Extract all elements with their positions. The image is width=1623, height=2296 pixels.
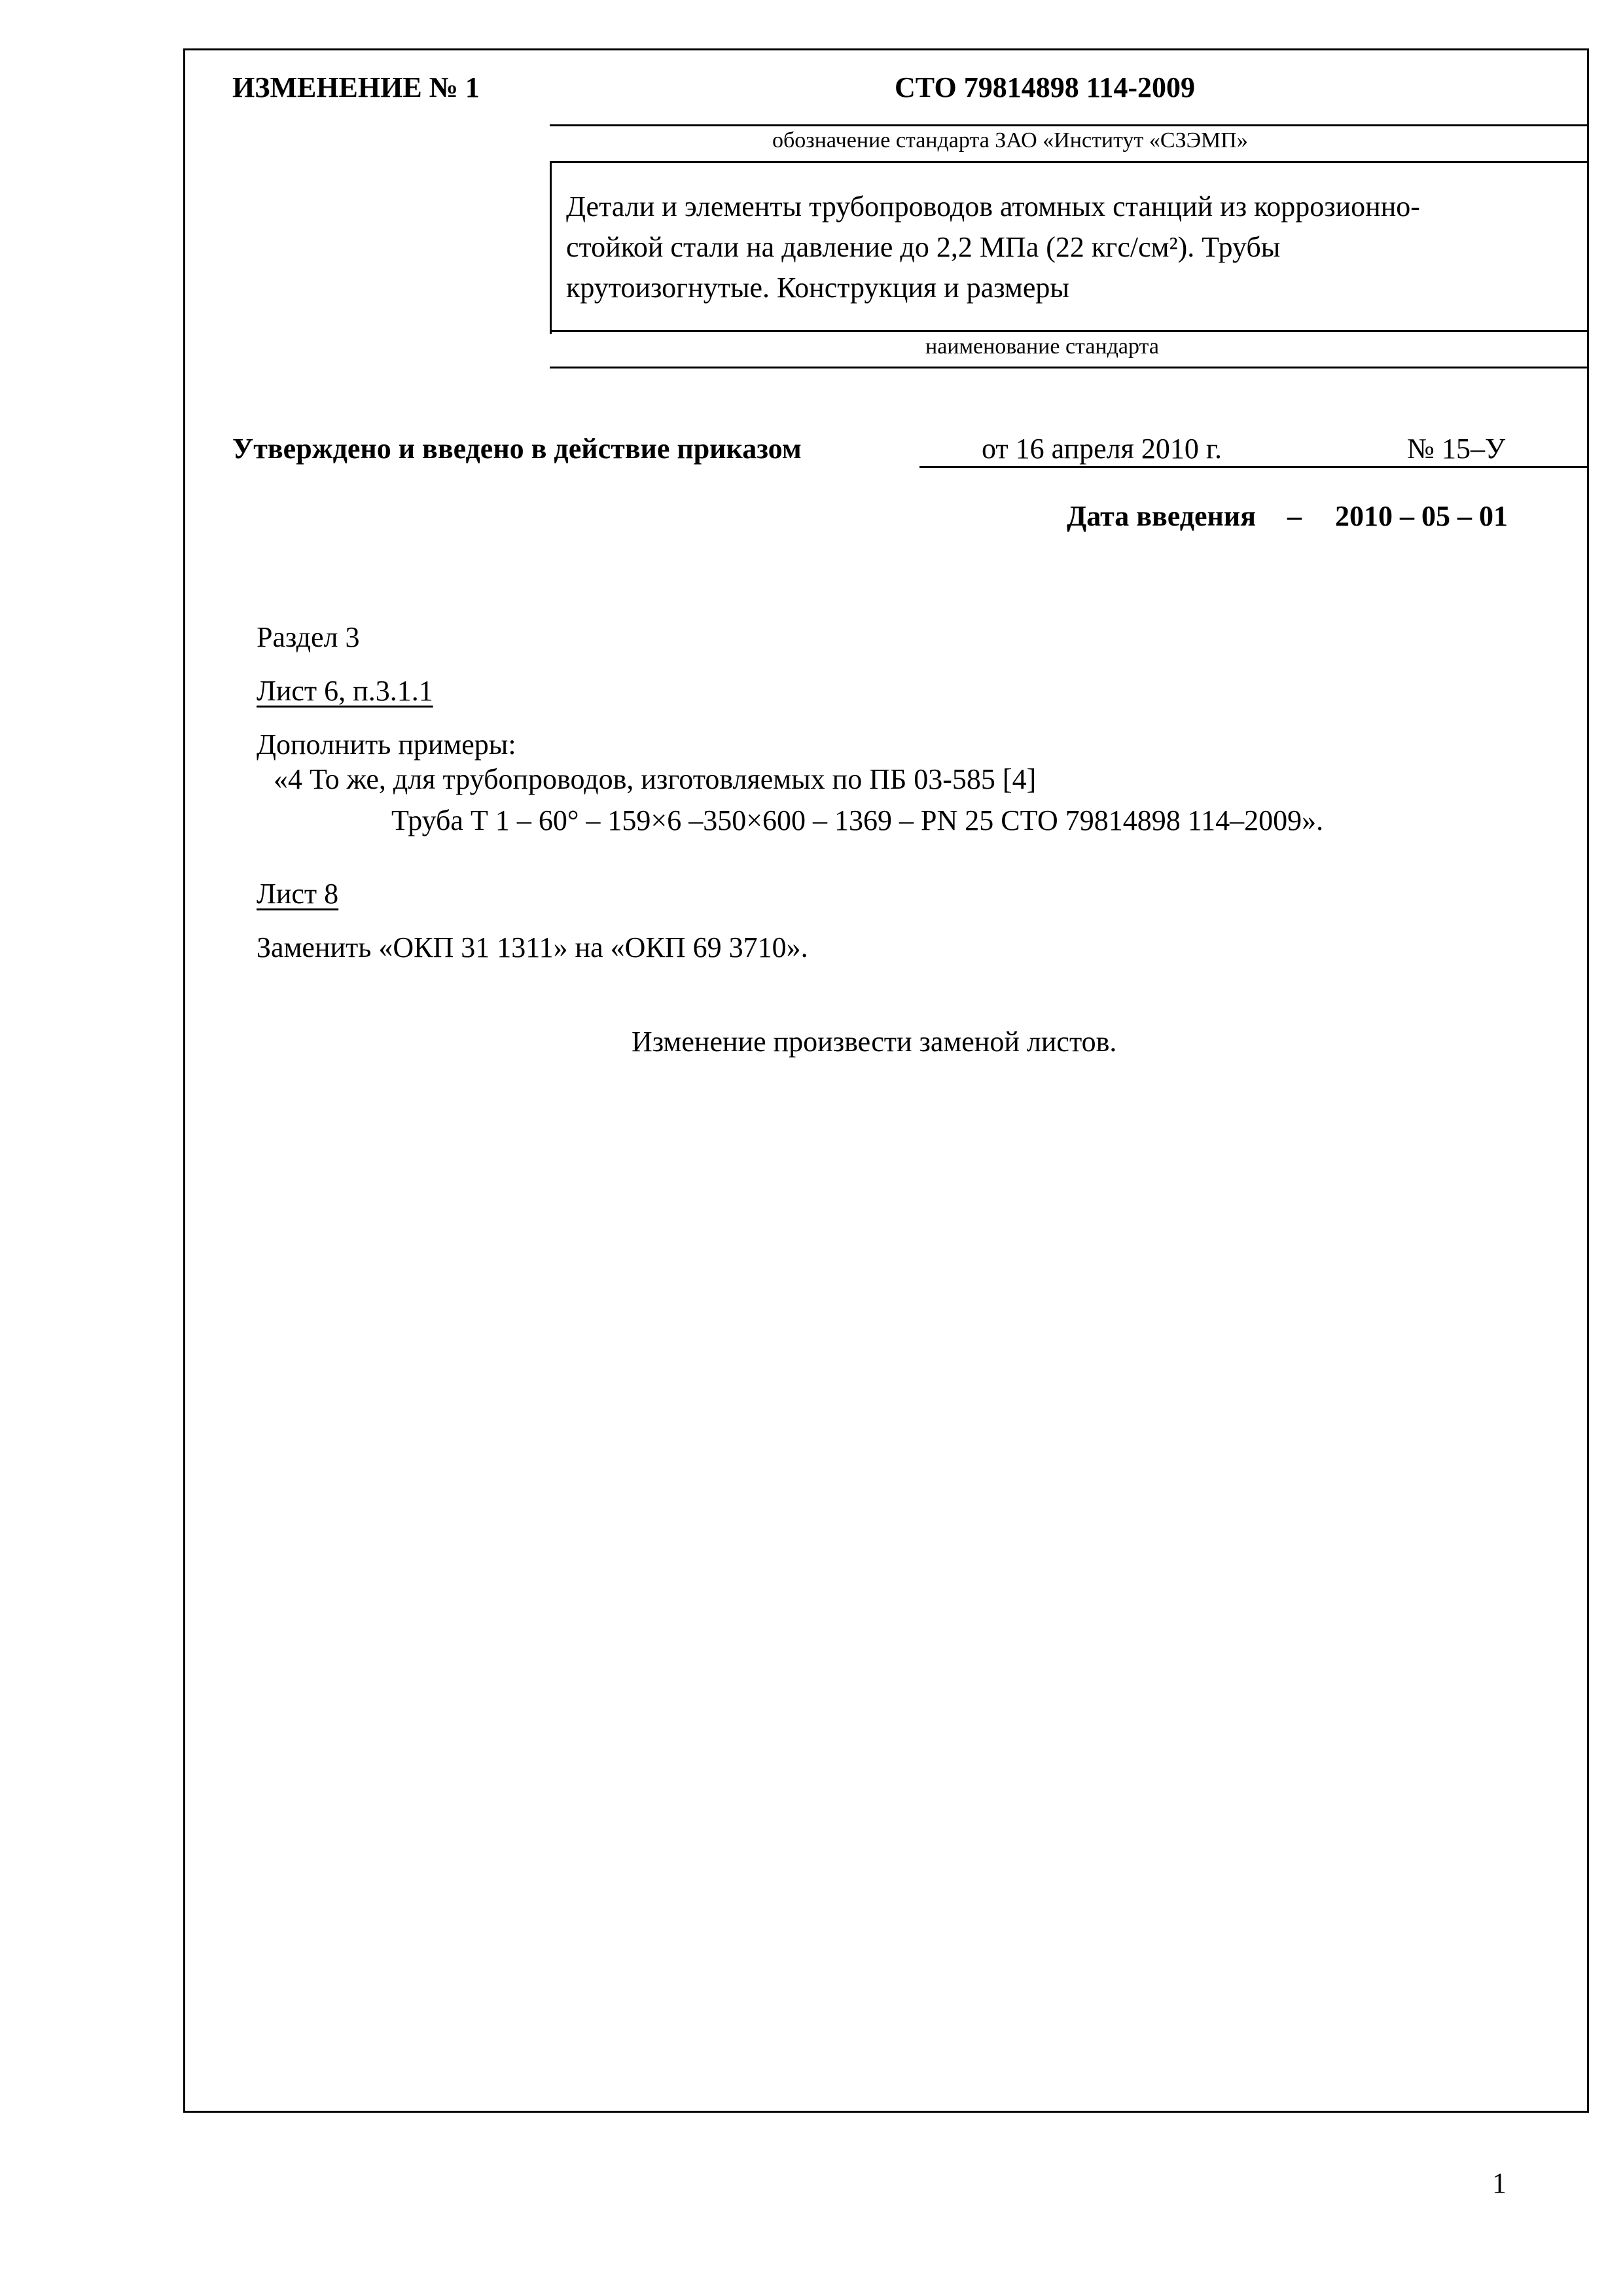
standard-code: СТО 79814898 114-2009 [895, 71, 1195, 103]
sheet-8-label: Лист 8 [257, 878, 339, 910]
approval-line [919, 466, 1589, 468]
standard-name-line-3: крутоизогнутые. Конструкция и размеры [566, 272, 1069, 304]
page-frame [183, 48, 1589, 2113]
approval-number: № 15–У [1407, 433, 1506, 465]
example-line-2: Труба Т 1 – 60° – 159×6 –350×600 – 1369 – PN 25 СТО 79814898 114–2009». [391, 804, 1324, 836]
add-examples-text: Дополнить примеры: [257, 728, 516, 761]
example-line-1: «4 То же, для трубопроводов, изготовляемых по ПБ 03-585 [4] [274, 763, 1037, 795]
approval-date: от 16 апреля 2010 г. [982, 433, 1222, 465]
intro-date-value: 2010 – 05 – 01 [1335, 500, 1508, 532]
final-note: Изменение произвести заменой листов. [632, 1026, 1117, 1058]
change-title: ИЗМЕНЕНИЕ № 1 [232, 71, 480, 103]
intro-date-label: Дата введения [1067, 500, 1257, 532]
intro-date-dash: – [1287, 500, 1302, 532]
code-caption: обозначение стандарта ЗАО «Институт «СЗЭМП» [772, 128, 1248, 152]
replace-text: Заменить «ОКП 31 1311» на «ОКП 69 3710». [257, 931, 808, 963]
section-label: Раздел 3 [257, 621, 360, 653]
name-line [550, 330, 1589, 332]
code-line [550, 124, 1589, 126]
name-caption: наименование стандарта [925, 334, 1159, 359]
sheet-6-label: Лист 6, п.3.1.1 [257, 675, 433, 707]
standard-name-line-1: Детали и элементы трубопроводов атомных станций из коррозионно- [566, 190, 1420, 223]
standard-name-line-2: стойкой стали на давление до 2,2 МПа (22 кгс/см²). Трубы [566, 231, 1281, 263]
approval-label: Утверждено и введено в действие приказом [232, 433, 802, 465]
page-number: 1 [1492, 2167, 1507, 2199]
name-box-left [550, 161, 552, 334]
code-caption-line [550, 161, 1589, 163]
name-caption-line [550, 367, 1589, 368]
